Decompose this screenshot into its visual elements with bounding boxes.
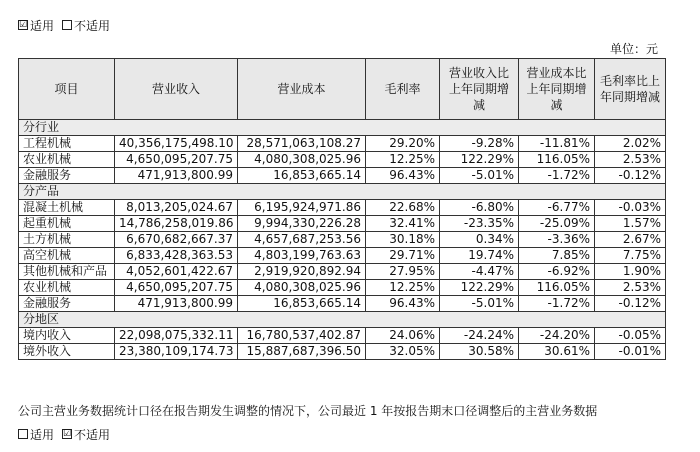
data-cell: 29.20% xyxy=(366,136,440,152)
table-row xyxy=(19,152,666,168)
data-cell: 2.53% xyxy=(595,152,666,168)
table-row xyxy=(19,200,666,216)
data-cell: 2.02% xyxy=(595,136,666,152)
row-label: 土方机械 xyxy=(19,232,115,248)
section-title: 分行业 xyxy=(19,120,666,136)
data-cell: 1.57% xyxy=(595,216,666,232)
data-cell: 116.05% xyxy=(519,280,595,296)
checkbox-icon[interactable]: ☑ xyxy=(18,19,28,30)
data-cell: 7.85% xyxy=(519,248,595,264)
option-label: 不适用 xyxy=(74,18,111,33)
table-row xyxy=(19,344,666,360)
data-cell: 29.71% xyxy=(366,248,440,264)
data-cell: 32.41% xyxy=(366,216,440,232)
data-cell: 2.67% xyxy=(595,232,666,248)
data-cell: 6,195,924,971.86 xyxy=(238,200,366,216)
option-label: 适用 xyxy=(30,18,55,33)
data-cell: 28,571,063,108.27 xyxy=(238,136,366,152)
column-header: 营业成本比上年同期增减 xyxy=(519,59,595,120)
data-cell: -0.12% xyxy=(595,296,666,312)
data-cell: 8,013,205,024.67 xyxy=(115,200,238,216)
option-applicable[interactable] xyxy=(18,426,54,443)
row-label: 其他机械和产品 xyxy=(19,264,115,280)
applicability-options xyxy=(18,17,118,33)
row-label: 金融服务 xyxy=(19,168,115,184)
option-not-applicable[interactable] xyxy=(62,17,110,34)
data-cell: 16,853,665.14 xyxy=(238,168,366,184)
checkbox-icon[interactable]: ☑ xyxy=(62,428,72,439)
column-header: 项目 xyxy=(19,59,115,120)
data-cell: 27.95% xyxy=(366,264,440,280)
checkbox-icon[interactable] xyxy=(18,429,28,439)
data-cell: 116.05% xyxy=(519,152,595,168)
option-applicable[interactable] xyxy=(18,17,54,34)
data-cell: 30.61% xyxy=(519,344,595,360)
data-cell: 32.05% xyxy=(366,344,440,360)
data-cell: -1.72% xyxy=(519,168,595,184)
column-header: 毛利率 xyxy=(366,59,440,120)
data-cell: -0.01% xyxy=(595,344,666,360)
data-cell: -6.92% xyxy=(519,264,595,280)
data-cell: 4,080,308,025.96 xyxy=(238,280,366,296)
data-cell: -6.77% xyxy=(519,200,595,216)
data-cell: 12.25% xyxy=(366,152,440,168)
data-cell: 22.68% xyxy=(366,200,440,216)
column-header: 营业收入比上年同期增减 xyxy=(440,59,519,120)
data-cell: 40,356,175,498.10 xyxy=(115,136,238,152)
data-cell: -5.01% xyxy=(440,168,519,184)
option-not-applicable[interactable] xyxy=(62,426,110,443)
data-cell: -6.80% xyxy=(440,200,519,216)
column-header: 毛利率比上年同期增减 xyxy=(595,59,666,120)
data-cell: -0.12% xyxy=(595,168,666,184)
row-label: 农业机械 xyxy=(19,152,115,168)
table-row xyxy=(19,136,666,152)
data-cell: -1.72% xyxy=(519,296,595,312)
data-cell: 4,080,308,025.96 xyxy=(238,152,366,168)
checkbox-icon[interactable] xyxy=(62,20,72,30)
row-label: 高空机械 xyxy=(19,248,115,264)
data-cell: -5.01% xyxy=(440,296,519,312)
currency-unit: 单位：元 xyxy=(609,42,658,56)
row-label: 金融服务 xyxy=(19,296,115,312)
data-cell: 22,098,075,332.11 xyxy=(115,328,238,344)
business-breakdown-table xyxy=(18,58,666,360)
section-title: 分地区 xyxy=(19,312,666,328)
data-cell: 2,919,920,892.94 xyxy=(238,264,366,280)
data-cell: -25.09% xyxy=(519,216,595,232)
data-cell: 9,994,330,226.28 xyxy=(238,216,366,232)
data-cell: -0.03% xyxy=(595,200,666,216)
table-row xyxy=(19,328,666,344)
row-label: 工程机械 xyxy=(19,136,115,152)
data-cell: 15,887,687,396.50 xyxy=(238,344,366,360)
data-cell: 23,380,109,174.73 xyxy=(115,344,238,360)
table-header-row xyxy=(19,59,666,120)
data-cell: -24.24% xyxy=(440,328,519,344)
data-cell: 2.53% xyxy=(595,280,666,296)
column-header: 营业收入 xyxy=(115,59,238,120)
column-header: 营业成本 xyxy=(238,59,366,120)
data-cell: 16,780,537,402.87 xyxy=(238,328,366,344)
data-cell: 12.25% xyxy=(366,280,440,296)
table-body xyxy=(19,120,666,360)
data-cell: 7.75% xyxy=(595,248,666,264)
data-cell: -3.36% xyxy=(519,232,595,248)
section-row xyxy=(19,184,666,200)
data-cell: 122.29% xyxy=(440,152,519,168)
data-cell: -0.05% xyxy=(595,328,666,344)
table-row xyxy=(19,296,666,312)
data-cell: -23.35% xyxy=(440,216,519,232)
data-cell: 4,650,095,207.75 xyxy=(115,280,238,296)
data-cell: 24.06% xyxy=(366,328,440,344)
table-row xyxy=(19,280,666,296)
option-label: 适用 xyxy=(30,427,55,442)
section-title: 分产品 xyxy=(19,184,666,200)
data-cell: 4,650,095,207.75 xyxy=(115,152,238,168)
option-label: 不适用 xyxy=(74,427,111,442)
row-label: 农业机械 xyxy=(19,280,115,296)
data-cell: 471,913,800.99 xyxy=(115,168,238,184)
table-row xyxy=(19,248,666,264)
table-row xyxy=(19,168,666,184)
data-cell: 4,052,601,422.67 xyxy=(115,264,238,280)
data-cell: 6,833,428,363.53 xyxy=(115,248,238,264)
data-cell: 122.29% xyxy=(440,280,519,296)
section-row xyxy=(19,312,666,328)
data-cell: 30.58% xyxy=(440,344,519,360)
adjustment-note: 公司主营业务数据统计口径在报告期发生调整的情况下，公司最近 1 年按报告期末口径调整后的主营业务数据 xyxy=(18,404,598,418)
section-row xyxy=(19,120,666,136)
data-cell: -9.28% xyxy=(440,136,519,152)
row-label: 境内收入 xyxy=(19,328,115,344)
data-cell: 19.74% xyxy=(440,248,519,264)
row-label: 混凝土机械 xyxy=(19,200,115,216)
applicability-options-bottom xyxy=(18,426,118,442)
data-cell: 16,853,665.14 xyxy=(238,296,366,312)
data-cell: 30.18% xyxy=(366,232,440,248)
data-cell: 0.34% xyxy=(440,232,519,248)
data-cell: 4,803,199,763.63 xyxy=(238,248,366,264)
data-cell: 96.43% xyxy=(366,296,440,312)
data-cell: 471,913,800.99 xyxy=(115,296,238,312)
table-row xyxy=(19,264,666,280)
data-cell: 96.43% xyxy=(366,168,440,184)
data-cell: -24.20% xyxy=(519,328,595,344)
table-row xyxy=(19,232,666,248)
data-cell: -4.47% xyxy=(440,264,519,280)
row-label: 境外收入 xyxy=(19,344,115,360)
data-cell: 6,670,682,667.37 xyxy=(115,232,238,248)
data-cell: 4,657,687,253.56 xyxy=(238,232,366,248)
data-cell: -11.81% xyxy=(519,136,595,152)
table-row xyxy=(19,216,666,232)
data-cell: 1.90% xyxy=(595,264,666,280)
data-cell: 14,786,258,019.86 xyxy=(115,216,238,232)
row-label: 起重机械 xyxy=(19,216,115,232)
